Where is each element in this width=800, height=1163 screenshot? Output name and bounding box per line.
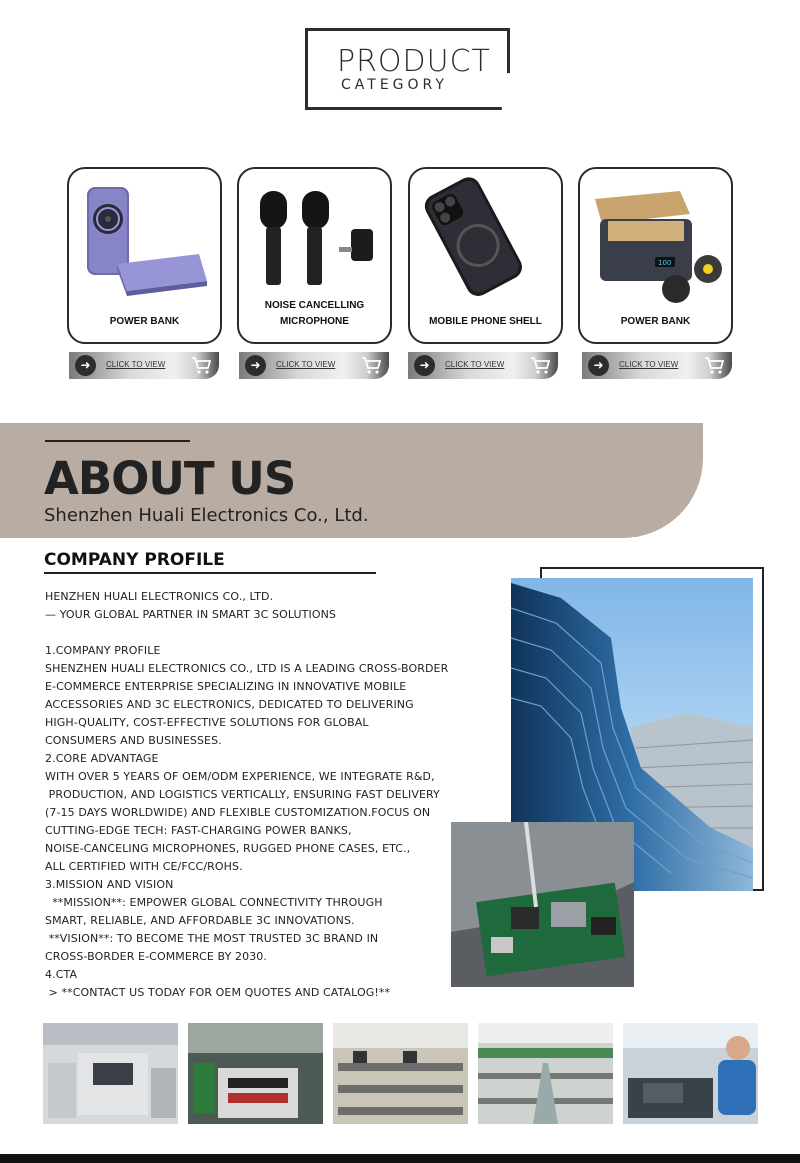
profile-line: CROSS-BORDER E-COMMERCE BY 2030. [45, 950, 268, 963]
cart-icon [704, 356, 724, 375]
profile-line: (7-15 DAYS WORLDWIDE) AND FLEXIBLE CUSTOMIZATION.FOCUS ON [45, 806, 431, 819]
profile-line: CONSUMERS AND BUSINESSES. [45, 734, 222, 747]
click-to-view-label: CLICK TO VIEW [445, 360, 505, 369]
profile-line: PRODUCTION, AND LOGISTICS VERTICALLY, ENSURING FAST DELIVERY [45, 788, 440, 801]
cart-icon [361, 356, 381, 375]
header-subtitle: CATEGORY [341, 77, 448, 93]
product-category-header [305, 28, 510, 110]
earbuds-case-icon [580, 169, 733, 309]
company-profile-rule [44, 572, 376, 574]
cart-icon [191, 356, 211, 375]
click-to-view-button[interactable] [239, 352, 389, 379]
click-to-view-label: CLICK TO VIEW [276, 360, 336, 369]
product-card-phone-shell[interactable] [408, 167, 563, 344]
profile-line: — YOUR GLOBAL PARTNER IN SMART 3C SOLUTIONS [45, 608, 337, 621]
product-label-line1: NOISE CANCELLING [264, 300, 365, 311]
profile-line: 2.CORE ADVANTAGE [45, 752, 159, 765]
profile-line: HENZHEN HUALI ELECTRONICS CO., LTD. [45, 590, 274, 603]
profile-line: HIGH-QUALITY, COST-EFFECTIVE SOLUTIONS FOR GLOBAL [45, 716, 369, 729]
product-label: MOBILE PHONE SHELL [429, 316, 542, 327]
product-card-power-bank[interactable] [67, 167, 222, 344]
company-profile-text [45, 588, 455, 1002]
arrow-right-icon: ➜ [414, 355, 435, 376]
profile-line: ALL CERTIFIED WITH CE/FCC/ROHS. [45, 860, 243, 873]
arrow-right-icon: ➜ [588, 355, 609, 376]
factory-photo-workshop [333, 1023, 468, 1124]
profile-line: E-COMMERCE ENTERPRISE SPECIALIZING IN INNOVATIVE MOBILE [45, 680, 407, 693]
product-label: POWER BANK [109, 316, 180, 327]
product-card-microphone[interactable] [237, 167, 392, 344]
product-label: POWER BANK [620, 316, 691, 327]
profile-line: 1.COMPANY PROFILE [45, 644, 161, 657]
profile-line: 4.CTA [45, 968, 78, 981]
profile-line [45, 624, 455, 642]
product-label-line2: MICROPHONE [280, 316, 349, 327]
svg-text:100: 100 [658, 259, 672, 267]
microphone-icon [239, 169, 392, 299]
profile-line: SHENZHEN HUALI ELECTRONICS CO., LTD IS A LEADING CROSS-BORDER [45, 662, 449, 675]
profile-line: NOISE-CANCELING MICROPHONES, RUGGED PHONE CASES, ETC., [45, 842, 411, 855]
click-to-view-button[interactable] [69, 352, 219, 379]
phone-case-icon [410, 169, 563, 304]
factory-photo-assembly-desk [188, 1023, 323, 1124]
profile-line: 3.MISSION AND VISION [45, 878, 174, 891]
product-card-earbuds-power-bank[interactable] [578, 167, 733, 344]
arrow-right-icon: ➜ [245, 355, 266, 376]
click-to-view-label: CLICK TO VIEW [619, 360, 679, 369]
about-title: ABOUT US [44, 452, 296, 505]
profile-line: CUTTING-EDGE TECH: FAST-CHARGING POWER BANKS, [45, 824, 352, 837]
profile-line: > **CONTACT US TODAY FOR OEM QUOTES AND CATALOG!** [45, 986, 391, 999]
company-name: Shenzhen Huali Electronics Co., Ltd. [44, 505, 369, 526]
product-label [239, 298, 390, 330]
factory-photo-smt-machine [43, 1023, 178, 1124]
profile-line: WITH OVER 5 YEARS OF OEM/ODM EXPERIENCE, WE INTEGRATE R&D, [45, 770, 435, 783]
click-to-view-button[interactable] [408, 352, 558, 379]
factory-photo-worker [623, 1023, 758, 1124]
click-to-view-label: CLICK TO VIEW [106, 360, 166, 369]
profile-line: SMART, RELIABLE, AND AFFORDABLE 3C INNOVATIONS. [45, 914, 355, 927]
profile-line: **MISSION**: EMPOWER GLOBAL CONNECTIVITY THROUGH [45, 896, 383, 909]
factory-photo-production-line [478, 1023, 613, 1124]
circuit-board-photo [451, 822, 634, 987]
profile-line: ACCESSORIES AND 3C ELECTRONICS, DEDICATED TO DELIVERING [45, 698, 414, 711]
about-divider [45, 440, 190, 442]
header-title: PRODUCT [337, 44, 491, 79]
click-to-view-button[interactable] [582, 352, 732, 379]
cart-icon [530, 356, 550, 375]
arrow-right-icon: ➜ [75, 355, 96, 376]
power-bank-icon [69, 169, 222, 319]
profile-line: **VISION**: TO BECOME THE MOST TRUSTED 3C BRAND IN [45, 932, 379, 945]
footer-bar [0, 1154, 800, 1163]
company-profile-heading: COMPANY PROFILE [44, 550, 225, 570]
